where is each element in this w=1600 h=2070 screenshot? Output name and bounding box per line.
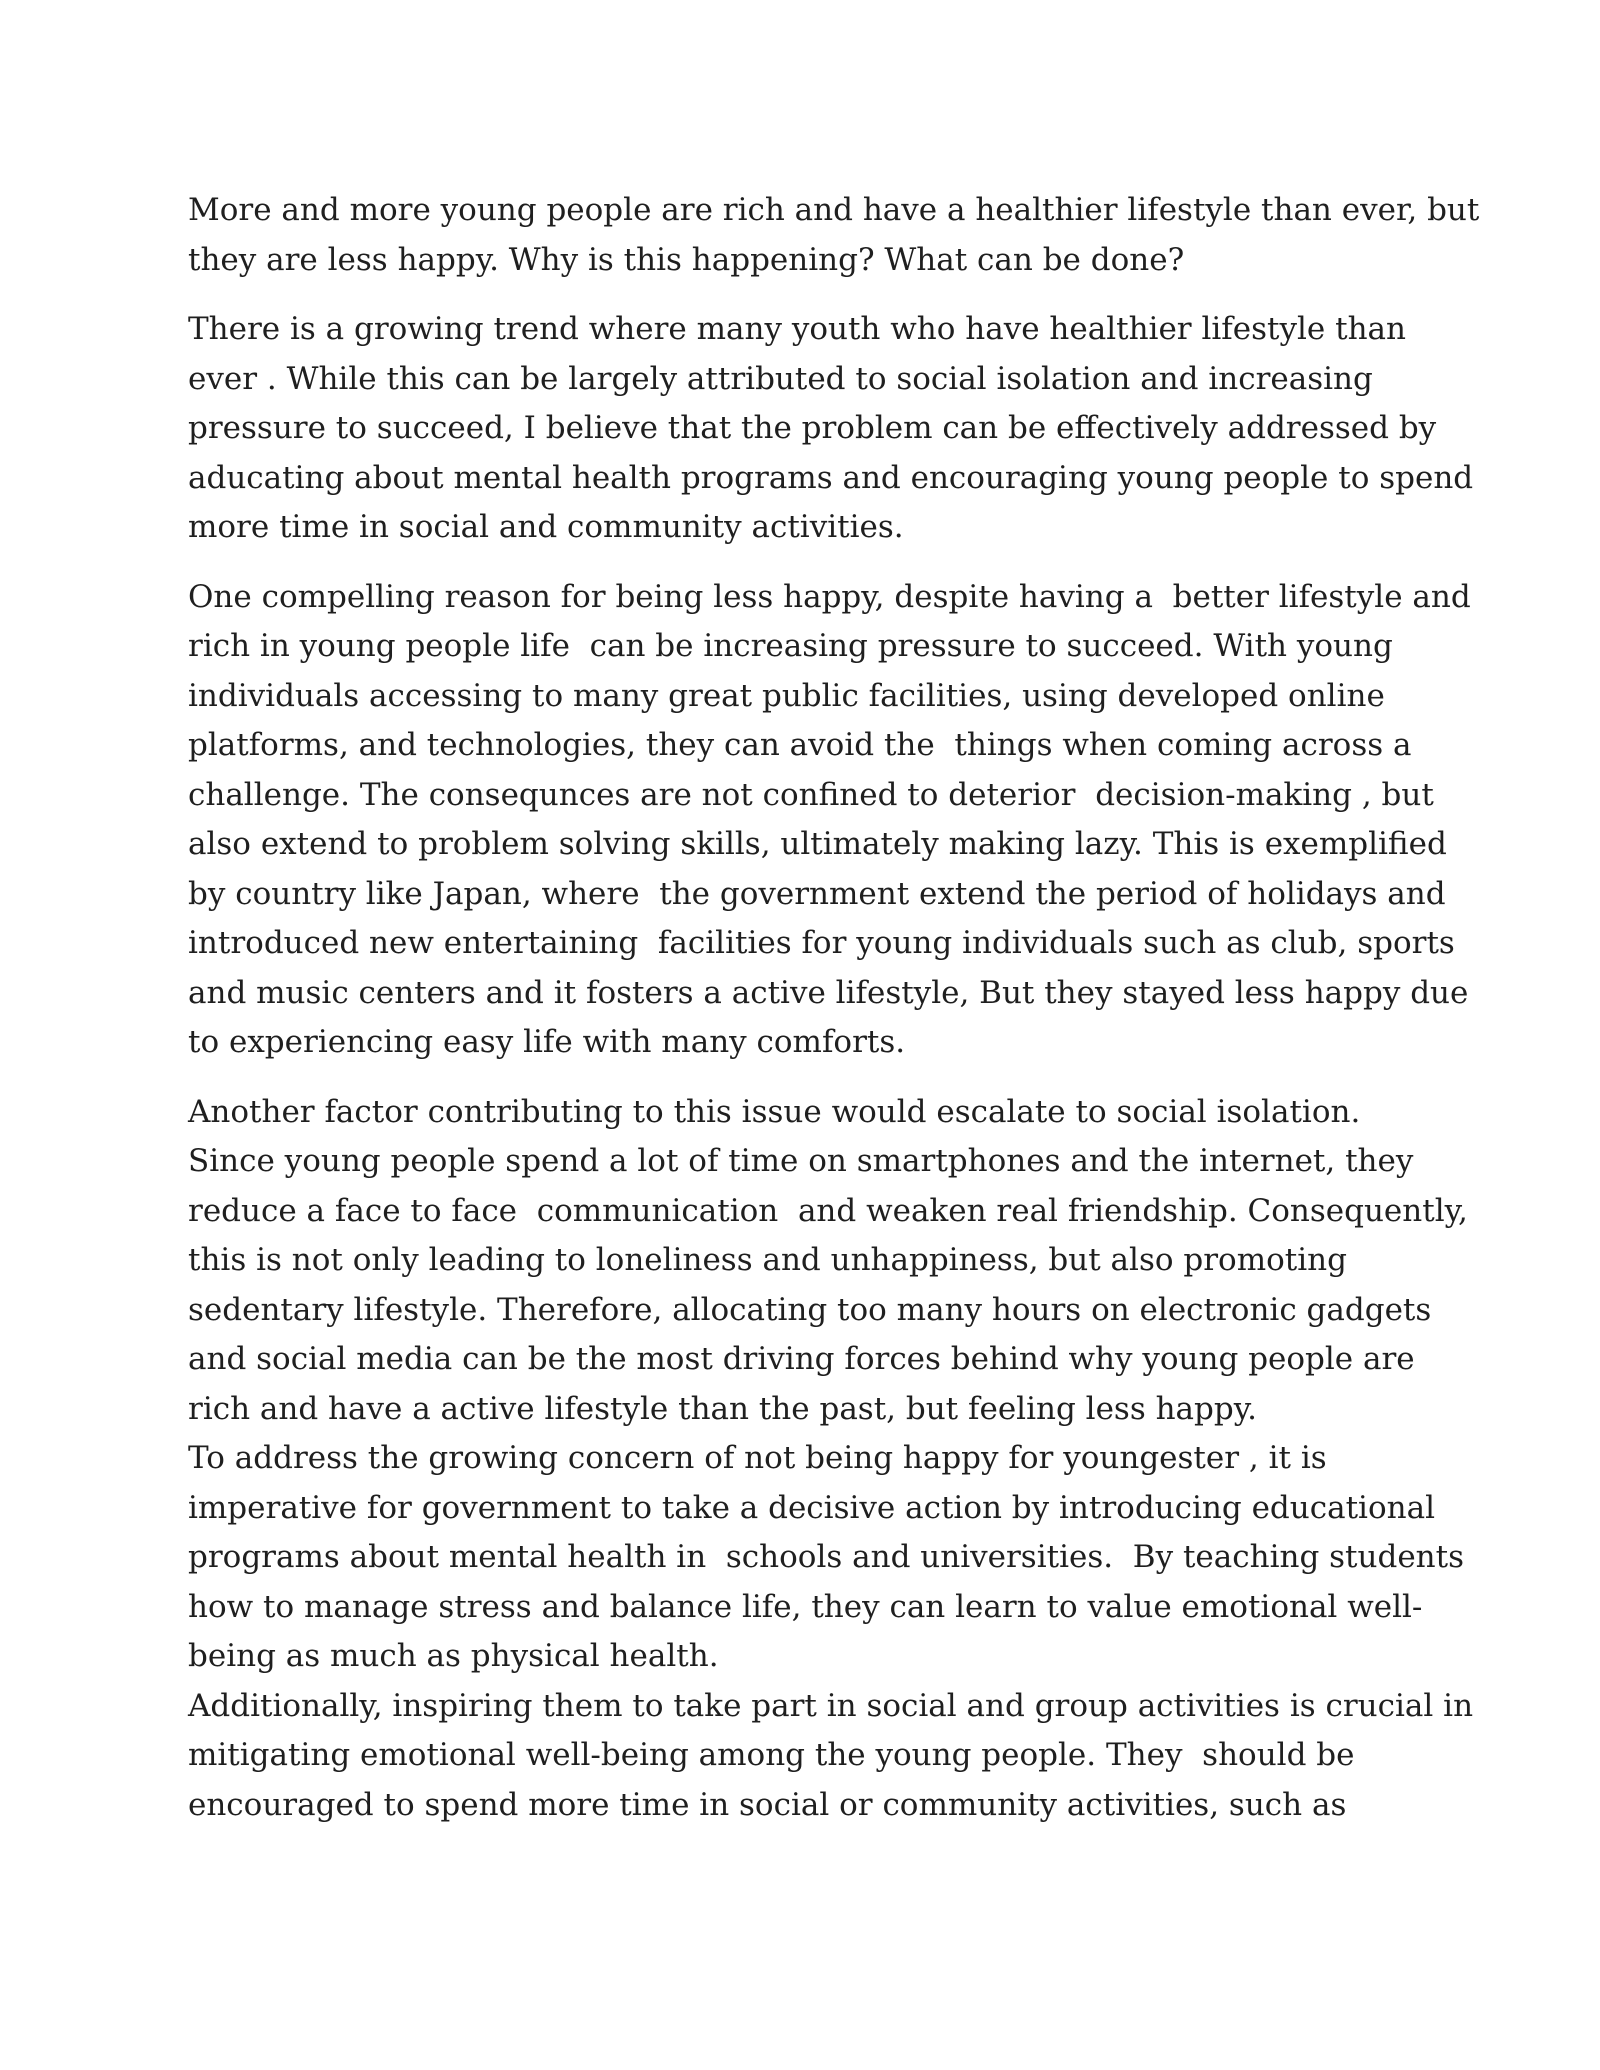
text-line: imperative for government to take a decisive action by introducing educational <box>188 1489 1435 1526</box>
text-line: programs about mental health in schools and universities. By teaching students <box>188 1539 1464 1575</box>
text-line: challenge. The consequnces are not confined to deterior decision-making , but <box>188 776 1434 813</box>
text-line: There is a growing trend where many youth who have healthier lifestyle than <box>188 311 1406 347</box>
text-line: they are less happy. Why is this happening? What can be done? <box>188 241 1185 278</box>
text-line: more time in social and community activities. <box>188 509 904 545</box>
text-line: being as much as physical health. <box>188 1638 719 1674</box>
text-line: ever . While this can be largely attributed to social isolation and increasing <box>188 360 1373 397</box>
body-paragraph-isolation <box>188 1088 1468 1435</box>
text-line: Additionally, inspiring them to take part in social and group activities is crucial in <box>188 1687 1474 1724</box>
text-line: Another factor contributing to this issue would escalate to social isolation. <box>188 1093 1361 1130</box>
text-line: platforms, and technologies, they can avoid the things when coming across a <box>188 727 1412 763</box>
text-line: More and more young people are rich and have a healthier lifestyle than ever, but <box>188 192 1480 228</box>
solution-paragraph-education <box>188 1434 1464 1682</box>
text-line: rich in young people life can be increasing pressure to succeed. With young <box>188 628 1393 664</box>
text-line: pressure to succeed, I believe that the problem can be effectively addressed by <box>188 410 1437 446</box>
text-line: sedentary lifestyle. Therefore, allocating too many hours on electronic gadgets <box>188 1291 1432 1328</box>
text-line: reduce a face to face communication and weaken real friendship. Consequently, <box>188 1192 1468 1229</box>
text-line: also extend to problem solving skills, ultimately making lazy. This is exemplified <box>188 826 1447 862</box>
essay-body <box>188 186 1480 1830</box>
body-paragraph-pressure <box>188 573 1471 1068</box>
text-line: introduced new entertaining facilities for young individuals such as club, sports <box>188 925 1455 961</box>
text-line: by country like Japan, where the government extend the period of holidays and <box>188 875 1446 912</box>
text-line: and social media can be the most driving forces behind why young people are <box>188 1341 1415 1377</box>
text-line: mitigating emotional well-being among the young people. They should be <box>188 1737 1355 1773</box>
introduction-paragraph <box>188 305 1474 553</box>
text-line: To address the growing concern of not being happy for youngester , it is <box>188 1440 1327 1476</box>
text-line: Since young people spend a lot of time on smartphones and the internet, they <box>188 1143 1414 1179</box>
text-line: individuals accessing to many great public facilities, using developed online <box>188 677 1385 714</box>
text-line: aducating about mental health programs and encouraging young people to spend <box>188 459 1474 496</box>
text-line: rich and have a active lifestyle than the past, but feeling less happy. <box>188 1390 1257 1427</box>
text-line: to experiencing easy life with many comforts. <box>188 1024 906 1060</box>
text-line: how to manage stress and balance life, they can learn to value emotional well- <box>188 1588 1423 1625</box>
text-line: encouraged to spend more time in social or community activities, such as <box>188 1786 1347 1823</box>
text-line: and music centers and it fosters a active lifestyle, But they stayed less happy due <box>188 974 1469 1011</box>
text-line: One compelling reason for being less happy, despite having a better lifestyle and <box>188 578 1471 615</box>
essay-prompt-paragraph <box>188 186 1480 285</box>
text-line: this is not only leading to loneliness and unhappiness, but also promoting <box>188 1242 1347 1278</box>
solution-paragraph-activities <box>188 1682 1474 1831</box>
